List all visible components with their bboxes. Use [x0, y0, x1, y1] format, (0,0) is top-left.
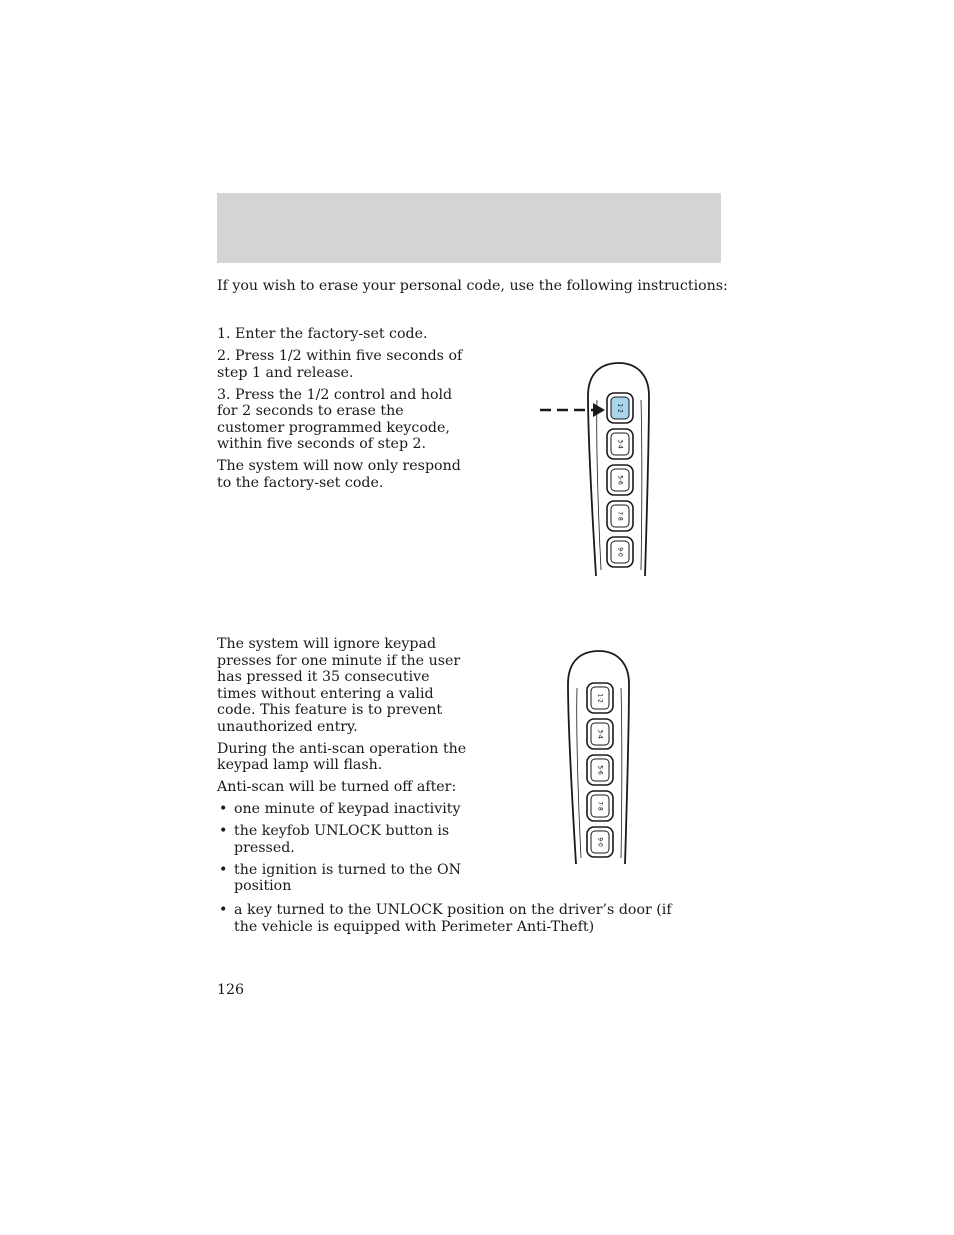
arrow-icon — [593, 403, 605, 417]
antiscan-para-2: During the anti-scan operation the keypad lamp will flash. — [217, 740, 467, 773]
step-1: 1. Enter the factory-set code. — [217, 326, 428, 342]
antiscan-para-3: Anti-scan will be turned off after: — [217, 779, 457, 795]
keypad-key — [607, 429, 633, 459]
antiscan-section — [217, 636, 472, 900]
list-item: • a key turned to the UNLOCK position on the driver’s door (if the vehicle is equipped with Perimeter Anti-Theft) — [219, 902, 672, 935]
section-header-bar — [217, 193, 721, 263]
keypad-illustration — [564, 648, 636, 868]
keypad-key-label: 5·6 — [616, 475, 624, 485]
keypad-key — [607, 537, 633, 567]
keypad-key — [587, 683, 613, 713]
keypad-key-label: 3·4 — [616, 439, 624, 449]
antiscan-bullet-list — [217, 801, 472, 895]
keypad-key — [607, 393, 633, 423]
keypad-key-label: 7·8 — [616, 511, 624, 521]
keypad-key-label: 9·0 — [616, 547, 624, 557]
erase-steps — [217, 326, 472, 497]
bullet-icon: • — [219, 823, 228, 839]
antiscan-wide-bullet — [217, 902, 697, 941]
bullet-icon: • — [219, 801, 228, 817]
list-item: • the ignition is turned to the ON position — [219, 861, 462, 894]
keypad-key-label: 7·8 — [596, 801, 604, 811]
keypad-key — [607, 465, 633, 495]
keypad-key-label: 1·2 — [616, 403, 624, 413]
list-item: • the keyfob UNLOCK button is pressed. — [219, 823, 450, 856]
keypad-key — [607, 501, 633, 531]
keypad-key — [587, 755, 613, 785]
keypad-key-label: 9·0 — [596, 837, 604, 847]
bullet-icon: • — [219, 861, 228, 878]
page-number: 126 — [217, 982, 245, 998]
erase-result-text: The system will now only respond to the factory-set code. — [217, 458, 461, 491]
keypad-key — [587, 791, 613, 821]
keypad-key-label: 1·2 — [596, 693, 604, 703]
antiscan-para-1: The system will ignore keypad presses for one minute if the user has pressed it 35 consecutive times without entering a valid code. This feature is to prevent unauthorized entry. — [217, 636, 461, 735]
step-2: 2. Press 1/2 within five seconds of step 1 and release. — [217, 348, 463, 381]
keypad-illustration-arrow — [538, 360, 658, 580]
bullet-icon: • — [219, 902, 228, 918]
keypad-key-label: 3·4 — [596, 729, 604, 739]
step-3: 3. Press the 1/2 control and hold for 2 seconds to erase the customer programmed keycode, within five seconds of step 2. — [217, 386, 453, 452]
list-item: • one minute of keypad inactivity — [219, 801, 461, 817]
keypad-key-label: 5·6 — [596, 765, 604, 775]
keypad-key — [587, 827, 613, 857]
intro-text: If you wish to erase your personal code, use the following instructions: — [217, 278, 728, 294]
keypad-key — [587, 719, 613, 749]
